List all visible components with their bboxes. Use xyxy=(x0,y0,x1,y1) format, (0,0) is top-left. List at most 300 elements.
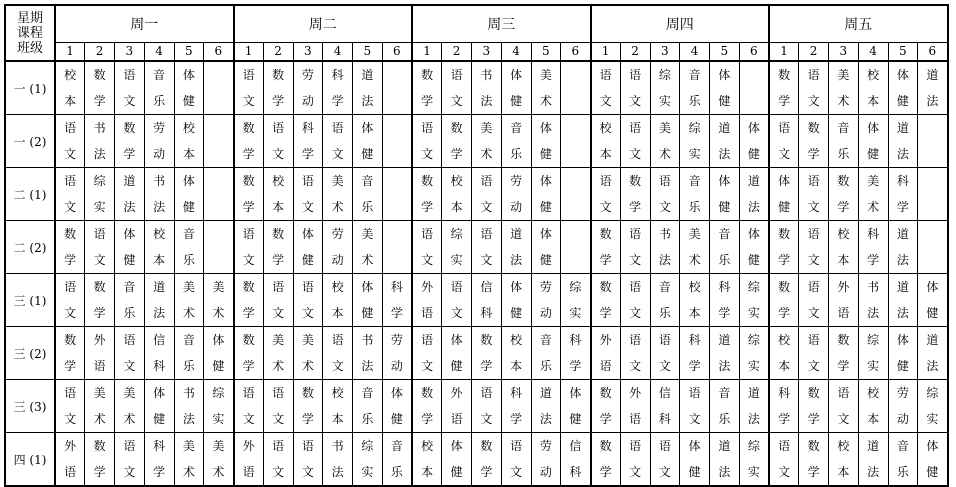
subject-cell xyxy=(204,61,234,115)
subject-name: 校 本 xyxy=(688,280,701,320)
subject-name: 劳 动 xyxy=(331,227,344,267)
subject-name: 信 科 xyxy=(480,280,493,320)
class-label: 一 (2) xyxy=(5,115,55,168)
subject-cell xyxy=(531,327,561,380)
subject-name: 体 健 xyxy=(182,174,195,214)
corner-header xyxy=(5,5,55,61)
subject-name: 校 本 xyxy=(64,68,77,108)
subject-name: 外 语 xyxy=(421,280,434,320)
subject-name: 体 健 xyxy=(510,68,523,108)
subject-name: 综 实 xyxy=(93,174,106,214)
subject-cell xyxy=(472,380,502,433)
subject-name: 综 实 xyxy=(747,280,760,320)
subject-cell xyxy=(293,168,323,221)
subject-cell xyxy=(204,274,234,327)
subject-name: 语 文 xyxy=(658,174,671,214)
subject-cell xyxy=(174,380,204,433)
subject-name: 校 本 xyxy=(778,333,791,373)
subject-name: 劳 动 xyxy=(896,386,909,426)
subject-cell xyxy=(918,221,948,274)
subject-cell xyxy=(739,327,769,380)
period-header-row xyxy=(5,43,948,62)
subject-cell xyxy=(353,115,383,168)
subject-cell xyxy=(234,115,264,168)
subject-name: 数 学 xyxy=(123,121,136,161)
subject-cell xyxy=(620,221,650,274)
subject-cell xyxy=(739,433,769,487)
subject-name: 书 法 xyxy=(361,333,374,373)
subject-name: 体 健 xyxy=(212,333,225,373)
subject-cell xyxy=(323,327,353,380)
subject-cell xyxy=(174,433,204,487)
subject-cell xyxy=(710,433,740,487)
subject-cell xyxy=(710,221,740,274)
subject-name: 音 乐 xyxy=(718,227,731,267)
subject-cell xyxy=(85,433,115,487)
subject-name: 道 法 xyxy=(926,68,939,108)
subject-cell xyxy=(650,168,680,221)
subject-name: 道 法 xyxy=(718,439,731,479)
class-row xyxy=(5,168,948,221)
subject-cell xyxy=(769,61,799,115)
day-header-row xyxy=(5,5,948,43)
subject-cell xyxy=(650,274,680,327)
subject-cell xyxy=(531,115,561,168)
subject-name: 体 健 xyxy=(539,121,552,161)
subject-cell xyxy=(115,168,145,221)
subject-cell xyxy=(234,168,264,221)
subject-name: 音 乐 xyxy=(688,174,701,214)
subject-name: 语 文 xyxy=(629,121,642,161)
subject-cell xyxy=(412,168,442,221)
subject-cell xyxy=(442,274,472,327)
subject-cell xyxy=(680,115,710,168)
subject-cell xyxy=(650,221,680,274)
subject-name: 外 语 xyxy=(629,386,642,426)
day-header-fri: 周五 xyxy=(769,5,948,43)
subject-name: 体 健 xyxy=(510,280,523,320)
subject-name: 校 本 xyxy=(153,227,166,267)
subject-cell xyxy=(918,327,948,380)
subject-cell xyxy=(353,61,383,115)
subject-cell xyxy=(263,221,293,274)
subject-cell xyxy=(115,327,145,380)
subject-name: 音 乐 xyxy=(390,439,403,479)
subject-cell xyxy=(472,61,502,115)
subject-cell xyxy=(888,115,918,168)
subject-cell xyxy=(85,115,115,168)
subject-name: 综 实 xyxy=(926,386,939,426)
subject-cell xyxy=(174,168,204,221)
subject-name: 语 文 xyxy=(658,333,671,373)
period-number: 2 xyxy=(442,43,472,62)
subject-name: 数 学 xyxy=(599,439,612,479)
subject-name: 美 术 xyxy=(867,174,880,214)
subject-name: 道 法 xyxy=(896,121,909,161)
subject-name: 美 术 xyxy=(212,280,225,320)
period-number: 6 xyxy=(382,43,412,62)
subject-cell xyxy=(710,274,740,327)
period-number: 4 xyxy=(323,43,353,62)
subject-cell xyxy=(769,221,799,274)
subject-name: 语 文 xyxy=(807,227,820,267)
subject-cell xyxy=(55,168,85,221)
class-label: 三 (3) xyxy=(5,380,55,433)
subject-cell xyxy=(888,433,918,487)
subject-cell xyxy=(85,380,115,433)
subject-name: 语 文 xyxy=(272,280,285,320)
subject-name: 书 法 xyxy=(182,386,195,426)
subject-cell xyxy=(85,327,115,380)
subject-name: 美 术 xyxy=(301,333,314,373)
subject-cell xyxy=(144,274,174,327)
subject-cell xyxy=(174,327,204,380)
subject-cell xyxy=(115,433,145,487)
subject-cell xyxy=(412,433,442,487)
subject-name: 美 术 xyxy=(272,333,285,373)
subject-name: 校 本 xyxy=(272,174,285,214)
subject-cell xyxy=(620,61,650,115)
subject-cell xyxy=(442,327,472,380)
timetable xyxy=(4,4,949,487)
subject-cell xyxy=(442,433,472,487)
subject-name: 数 学 xyxy=(599,280,612,320)
subject-cell xyxy=(710,327,740,380)
subject-name: 道 法 xyxy=(747,174,760,214)
subject-cell xyxy=(472,168,502,221)
subject-name: 数 学 xyxy=(480,333,493,373)
subject-cell xyxy=(204,327,234,380)
period-number: 1 xyxy=(234,43,264,62)
subject-cell xyxy=(144,115,174,168)
subject-cell xyxy=(501,221,531,274)
subject-name: 音 乐 xyxy=(510,121,523,161)
subject-name: 道 法 xyxy=(896,227,909,267)
subject-name: 体 健 xyxy=(896,333,909,373)
subject-cell xyxy=(382,274,412,327)
subject-name: 数 学 xyxy=(807,439,820,479)
subject-cell xyxy=(501,115,531,168)
subject-cell xyxy=(144,433,174,487)
subject-name: 数 学 xyxy=(837,333,850,373)
subject-name: 书 法 xyxy=(93,121,106,161)
subject-name: 语 文 xyxy=(599,174,612,214)
subject-name: 语 文 xyxy=(272,121,285,161)
subject-cell xyxy=(85,221,115,274)
subject-cell xyxy=(323,433,353,487)
class-label: 四 (1) xyxy=(5,433,55,487)
subject-name: 语 文 xyxy=(807,280,820,320)
class-label: 二 (2) xyxy=(5,221,55,274)
subject-name: 数 学 xyxy=(450,121,463,161)
period-number: 5 xyxy=(174,43,204,62)
subject-name: 音 乐 xyxy=(123,280,136,320)
subject-name: 校 本 xyxy=(599,121,612,161)
subject-name: 语 文 xyxy=(510,439,523,479)
subject-name: 美 术 xyxy=(331,174,344,214)
subject-name: 体 健 xyxy=(123,227,136,267)
subject-name: 美 术 xyxy=(539,68,552,108)
subject-name: 音 乐 xyxy=(361,174,374,214)
subject-cell xyxy=(501,380,531,433)
subject-name: 语 文 xyxy=(688,386,701,426)
subject-cell xyxy=(799,115,829,168)
subject-name: 体 健 xyxy=(688,439,701,479)
period-number: 6 xyxy=(739,43,769,62)
subject-name: 语 文 xyxy=(599,68,612,108)
subject-name: 校 本 xyxy=(510,333,523,373)
subject-cell xyxy=(442,61,472,115)
subject-cell xyxy=(412,327,442,380)
period-number: 5 xyxy=(531,43,561,62)
subject-name: 美 术 xyxy=(361,227,374,267)
subject-name: 信 科 xyxy=(569,439,582,479)
subject-cell xyxy=(561,221,591,274)
subject-cell xyxy=(234,327,264,380)
subject-cell xyxy=(353,168,383,221)
period-number: 5 xyxy=(710,43,740,62)
subject-name: 综 实 xyxy=(450,227,463,267)
subject-cell xyxy=(888,274,918,327)
subject-cell xyxy=(680,168,710,221)
subject-cell xyxy=(55,221,85,274)
subject-cell xyxy=(620,168,650,221)
subject-name: 道 法 xyxy=(926,333,939,373)
subject-name: 数 学 xyxy=(272,68,285,108)
subject-name: 语 文 xyxy=(421,227,434,267)
subject-name: 体 健 xyxy=(450,333,463,373)
subject-cell xyxy=(382,61,412,115)
subject-name: 语 文 xyxy=(450,280,463,320)
subject-name: 语 文 xyxy=(331,121,344,161)
subject-name: 语 文 xyxy=(242,227,255,267)
subject-cell xyxy=(323,115,353,168)
subject-cell xyxy=(591,380,621,433)
subject-cell xyxy=(858,380,888,433)
subject-cell xyxy=(144,61,174,115)
subject-name: 综 实 xyxy=(658,68,671,108)
subject-cell xyxy=(204,168,234,221)
subject-cell xyxy=(204,433,234,487)
subject-name: 语 文 xyxy=(629,68,642,108)
subject-name: 数 学 xyxy=(242,333,255,373)
subject-cell xyxy=(472,115,502,168)
subject-name: 体 健 xyxy=(926,439,939,479)
subject-name: 综 实 xyxy=(747,439,760,479)
subject-cell xyxy=(620,380,650,433)
day-header-thu: 周四 xyxy=(591,5,770,43)
subject-cell xyxy=(115,115,145,168)
subject-name: 外 语 xyxy=(837,280,850,320)
subject-cell xyxy=(531,274,561,327)
subject-cell xyxy=(858,115,888,168)
subject-cell xyxy=(591,433,621,487)
period-number: 2 xyxy=(263,43,293,62)
subject-name: 书 法 xyxy=(480,68,493,108)
corner-line-course: 课程 xyxy=(16,25,43,41)
subject-name: 语 文 xyxy=(301,174,314,214)
subject-name: 音 乐 xyxy=(153,68,166,108)
subject-cell xyxy=(263,274,293,327)
subject-name: 体 健 xyxy=(450,439,463,479)
period-number: 1 xyxy=(591,43,621,62)
subject-cell xyxy=(829,380,859,433)
subject-cell xyxy=(858,61,888,115)
subject-name: 体 健 xyxy=(539,174,552,214)
day-header-wed: 周三 xyxy=(412,5,591,43)
subject-name: 体 健 xyxy=(301,227,314,267)
subject-cell xyxy=(739,115,769,168)
subject-name: 道 法 xyxy=(123,174,136,214)
subject-cell xyxy=(55,115,85,168)
subject-cell xyxy=(650,327,680,380)
subject-name: 科 学 xyxy=(153,439,166,479)
subject-name: 语 文 xyxy=(421,333,434,373)
class-label: 一 (1) xyxy=(5,61,55,115)
subject-name: 语 文 xyxy=(629,280,642,320)
subject-name: 美 术 xyxy=(658,121,671,161)
subject-cell xyxy=(680,274,710,327)
subject-cell xyxy=(561,115,591,168)
subject-name: 校 本 xyxy=(331,386,344,426)
subject-cell xyxy=(769,433,799,487)
period-number: 6 xyxy=(204,43,234,62)
subject-cell xyxy=(739,221,769,274)
subject-cell xyxy=(680,327,710,380)
subject-cell xyxy=(650,433,680,487)
subject-name: 外 语 xyxy=(242,439,255,479)
subject-name: 体 健 xyxy=(896,68,909,108)
subject-name: 数 学 xyxy=(778,280,791,320)
subject-cell xyxy=(501,168,531,221)
subject-cell xyxy=(829,61,859,115)
subject-cell xyxy=(412,61,442,115)
subject-name: 道 法 xyxy=(747,386,760,426)
subject-name: 体 健 xyxy=(718,68,731,108)
subject-name: 体 健 xyxy=(718,174,731,214)
subject-cell xyxy=(55,61,85,115)
subject-cell xyxy=(918,433,948,487)
subject-cell xyxy=(829,168,859,221)
subject-cell xyxy=(710,115,740,168)
subject-cell xyxy=(144,168,174,221)
subject-name: 美 术 xyxy=(212,439,225,479)
subject-cell xyxy=(234,274,264,327)
subject-cell xyxy=(412,221,442,274)
subject-cell xyxy=(918,61,948,115)
subject-cell xyxy=(353,327,383,380)
subject-cell xyxy=(55,274,85,327)
subject-cell xyxy=(85,168,115,221)
subject-cell xyxy=(829,327,859,380)
subject-cell xyxy=(293,274,323,327)
subject-name: 音 乐 xyxy=(896,439,909,479)
subject-cell xyxy=(799,61,829,115)
subject-cell xyxy=(353,433,383,487)
subject-cell xyxy=(442,380,472,433)
subject-name: 数 学 xyxy=(421,68,434,108)
subject-name: 科 学 xyxy=(331,68,344,108)
subject-name: 书 法 xyxy=(867,280,880,320)
subject-name: 语 文 xyxy=(480,386,493,426)
subject-cell xyxy=(263,168,293,221)
subject-name: 劳 动 xyxy=(510,174,523,214)
subject-cell xyxy=(293,61,323,115)
subject-name: 科 学 xyxy=(718,280,731,320)
subject-name: 书 法 xyxy=(153,174,166,214)
subject-cell xyxy=(115,221,145,274)
subject-name: 科 学 xyxy=(390,280,403,320)
subject-name: 外 语 xyxy=(93,333,106,373)
subject-name: 校 本 xyxy=(450,174,463,214)
subject-name: 综 实 xyxy=(212,386,225,426)
period-number: 5 xyxy=(888,43,918,62)
subject-cell xyxy=(591,115,621,168)
subject-name: 数 学 xyxy=(93,68,106,108)
subject-name: 数 学 xyxy=(93,439,106,479)
subject-cell xyxy=(650,380,680,433)
subject-cell xyxy=(739,380,769,433)
subject-name: 外 语 xyxy=(64,439,77,479)
subject-name: 书 法 xyxy=(658,227,671,267)
subject-cell xyxy=(234,61,264,115)
subject-cell xyxy=(55,380,85,433)
subject-name: 体 健 xyxy=(361,280,374,320)
period-number: 3 xyxy=(650,43,680,62)
subject-cell xyxy=(353,380,383,433)
subject-cell xyxy=(531,168,561,221)
class-label: 二 (1) xyxy=(5,168,55,221)
subject-name: 校 本 xyxy=(867,386,880,426)
subject-cell xyxy=(115,274,145,327)
subject-name: 数 学 xyxy=(93,280,106,320)
subject-name: 语 文 xyxy=(658,439,671,479)
subject-cell xyxy=(739,61,769,115)
subject-cell xyxy=(412,274,442,327)
subject-name: 信 科 xyxy=(658,386,671,426)
subject-name: 外 语 xyxy=(450,386,463,426)
subject-cell xyxy=(650,115,680,168)
subject-name: 语 文 xyxy=(807,68,820,108)
subject-cell xyxy=(531,433,561,487)
subject-name: 数 学 xyxy=(629,174,642,214)
subject-cell xyxy=(918,274,948,327)
subject-cell xyxy=(799,433,829,487)
subject-name: 道 法 xyxy=(896,280,909,320)
subject-name: 科 学 xyxy=(301,121,314,161)
subject-cell xyxy=(591,61,621,115)
subject-cell xyxy=(472,221,502,274)
subject-name: 综 实 xyxy=(688,121,701,161)
subject-name: 道 法 xyxy=(153,280,166,320)
period-number: 3 xyxy=(829,43,859,62)
class-row xyxy=(5,327,948,380)
subject-cell xyxy=(769,380,799,433)
subject-cell xyxy=(263,380,293,433)
subject-cell xyxy=(620,115,650,168)
subject-name: 综 实 xyxy=(361,439,374,479)
subject-name: 语 文 xyxy=(123,333,136,373)
subject-cell xyxy=(234,221,264,274)
subject-cell xyxy=(888,327,918,380)
subject-cell xyxy=(263,433,293,487)
subject-cell xyxy=(591,274,621,327)
subject-cell xyxy=(382,221,412,274)
subject-cell xyxy=(888,61,918,115)
subject-cell xyxy=(888,168,918,221)
subject-cell xyxy=(293,115,323,168)
period-number: 3 xyxy=(472,43,502,62)
